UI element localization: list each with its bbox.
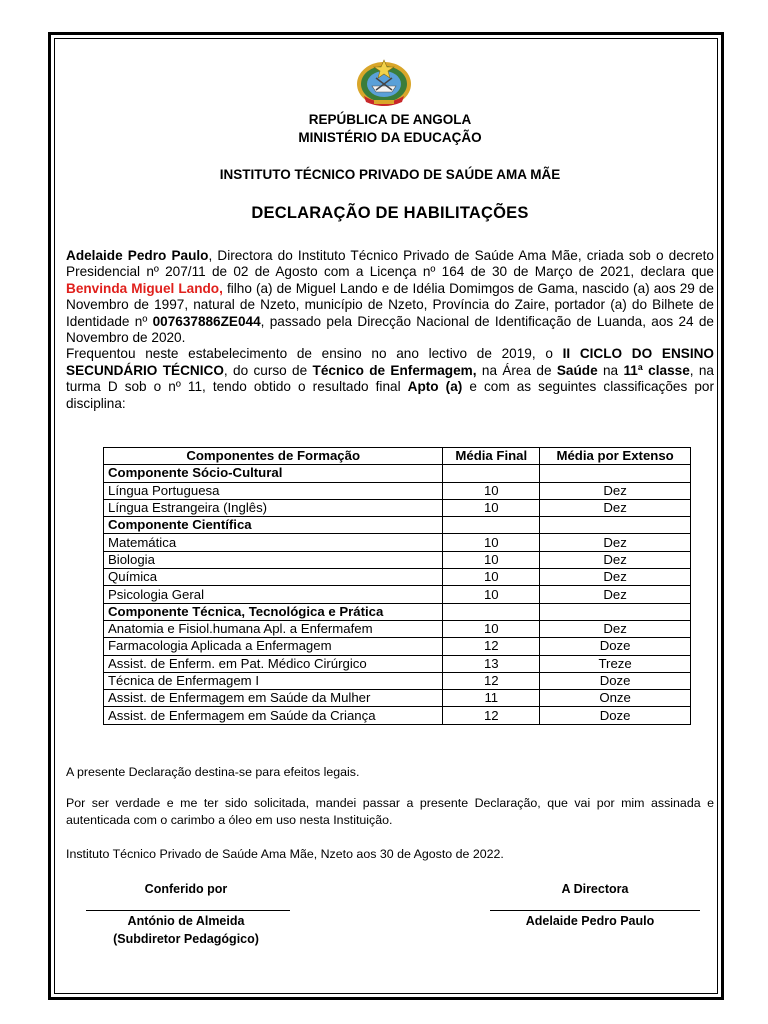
table-row bbox=[104, 499, 691, 516]
group-name: Componente Sócio-Cultural bbox=[104, 465, 443, 482]
right-signature-line bbox=[490, 910, 700, 911]
director-name: Adelaide Pedro Paulo bbox=[66, 248, 209, 263]
subject-cell: Psicologia Geral bbox=[104, 586, 443, 603]
score-cell: 12 bbox=[443, 672, 540, 689]
group-name: Componente Técnica, Tecnológica e Prática bbox=[104, 603, 443, 620]
declaration-text: , Directora do Instituto Técnico Privado de Saúde Ama Mãe, criada sob o decreto Presidencial nº 207/11 de 02 de Agosto com a Licença nº 164 de 30 de Março de 2021, declara que bbox=[66, 248, 714, 280]
score-cell: 10 bbox=[443, 586, 540, 603]
score-words-cell: Dez bbox=[540, 586, 691, 603]
group-row bbox=[104, 465, 691, 482]
group-name: Componente Científica bbox=[104, 517, 443, 534]
angola-coat-of-arms-icon bbox=[354, 56, 414, 108]
declaration-text: filho (a) de Miguel Lando e de Idélia Domimgos de Gama, nascido (a) aos 29 de Novembro de 1997, natural de Nzeto, município de Nzeto, Província do Zaire, portador (a) do Bilhete de Identidade nº bbox=[66, 280, 714, 329]
page-title: DECLARAÇÃO DE HABILITAÇÕES bbox=[251, 204, 529, 222]
score-cell: 10 bbox=[443, 551, 540, 568]
table-row bbox=[104, 638, 691, 655]
score-words-cell: Doze bbox=[540, 672, 691, 689]
enrollment-text: , na turma D sob o nº 11, tendo obtido o resultado final bbox=[66, 362, 714, 395]
score-words-cell: Dez bbox=[540, 482, 691, 499]
score-words-cell: Dez bbox=[540, 534, 691, 551]
course: Técnico de Enfermagem, bbox=[312, 362, 477, 378]
score-words-cell: Dez bbox=[540, 569, 691, 586]
table-row bbox=[104, 569, 691, 586]
right-signature-label: A Directora bbox=[561, 882, 629, 896]
subject-cell: Química bbox=[104, 569, 443, 586]
subject-cell: Matemática bbox=[104, 534, 443, 551]
cycle: II CICLO DO ENSINO SECUNDÁRIO TÉCNICO bbox=[66, 346, 714, 378]
country-heading: REPÚBLICA DE ANGOLA bbox=[308, 112, 472, 127]
subject-cell: Biologia bbox=[104, 551, 443, 568]
score-words-cell: Dez bbox=[540, 551, 691, 568]
score-cell: 10 bbox=[443, 499, 540, 516]
enrollment-text: na Área de bbox=[476, 362, 557, 378]
subject-cell: Assist. de Enfermagem em Saúde da Mulher bbox=[104, 690, 443, 707]
left-signature-line bbox=[86, 910, 290, 911]
score-words-cell: Onze bbox=[540, 690, 691, 707]
truth-statement: Por ser verdade e me ter sido solicitada, mandei passar a presente Declaração, que vai por mim assinada e autenticada com o carimbo a óleo em uso nesta Instituição. bbox=[66, 796, 714, 827]
declaration-text: , passado pela Direcção Nacional de Identificação de Luanda, aos 24 de Novembro de 2020. bbox=[66, 313, 714, 346]
score-cell: 12 bbox=[443, 638, 540, 655]
column-header: Média Final bbox=[443, 448, 540, 465]
score-words-cell: Dez bbox=[540, 499, 691, 516]
final-result: Apto (a) bbox=[407, 379, 463, 395]
enrollment-text: , do curso de bbox=[223, 362, 313, 378]
subject-cell: Anatomia e Fisiol.humana Apl. a Enfermafem bbox=[104, 620, 443, 637]
enrollment-text: Frequentou neste estabelecimento de ensino no ano lectivo de 2019, o bbox=[66, 346, 563, 362]
score-words-cell: Treze bbox=[540, 655, 691, 672]
subject-cell: Assist. de Enferm. em Pat. Médico Cirúrgico bbox=[104, 655, 443, 672]
column-header: Componentes de Formação bbox=[104, 448, 443, 465]
subject-cell: Língua Estrangeira (Inglês) bbox=[104, 499, 443, 516]
ministry-heading: MINISTÉRIO DA EDUCAÇÃO bbox=[298, 130, 482, 145]
institute-heading: INSTITUTO TÉCNICO PRIVADO DE SAÚDE AMA MÃE bbox=[219, 167, 561, 182]
table-row bbox=[104, 586, 691, 603]
right-signatory-name: Adelaide Pedro Paulo bbox=[525, 914, 655, 928]
subject-cell: Língua Portuguesa bbox=[104, 482, 443, 499]
enrollment-text: e com as seguintes classificações por disciplina: bbox=[66, 379, 714, 411]
purpose-statement: A presente Declaração destina-se para efeitos legais. bbox=[66, 765, 360, 779]
score-words-cell: Dez bbox=[540, 620, 691, 637]
table-row bbox=[104, 482, 691, 499]
group-row bbox=[104, 517, 691, 534]
subject-cell: Técnica de Enfermagem I bbox=[104, 672, 443, 689]
table-row bbox=[104, 620, 691, 637]
student-name: Benvinda Miguel Lando, bbox=[66, 280, 223, 296]
left-signatory-name: António de Almeida bbox=[127, 914, 245, 928]
score-cell: 10 bbox=[443, 482, 540, 499]
table-row bbox=[104, 707, 691, 724]
table-row bbox=[104, 690, 691, 707]
score-cell: 11 bbox=[443, 690, 540, 707]
score-cell: 12 bbox=[443, 707, 540, 724]
table-row bbox=[104, 534, 691, 551]
left-signatory-role: (Subdiretor Pedagógico) bbox=[113, 932, 259, 946]
id-number: 007637886ZE044 bbox=[152, 313, 261, 329]
declaration-paragraph bbox=[66, 248, 714, 412]
score-cell: 10 bbox=[443, 534, 540, 551]
place-date: Instituto Técnico Privado de Saúde Ama Mãe, Nzeto aos 30 de Agosto de 2022. bbox=[66, 847, 504, 861]
table-row bbox=[104, 672, 691, 689]
score-cell: 10 bbox=[443, 569, 540, 586]
score-cell: 10 bbox=[443, 620, 540, 637]
area: Saúde bbox=[556, 362, 598, 378]
subject-cell: Assist. de Enfermagem em Saúde da Criança bbox=[104, 707, 443, 724]
table-header-row bbox=[104, 448, 691, 465]
score-words-cell: Doze bbox=[540, 638, 691, 655]
enrollment-text: na bbox=[597, 362, 624, 378]
column-header: Média por Extenso bbox=[540, 448, 691, 465]
table-row bbox=[104, 655, 691, 672]
left-signature-label: Conferido por bbox=[144, 882, 228, 896]
class-level: 11ª classe bbox=[623, 362, 690, 378]
score-words-cell: Doze bbox=[540, 707, 691, 724]
grades-table bbox=[103, 447, 691, 725]
table-row bbox=[104, 551, 691, 568]
group-row bbox=[104, 603, 691, 620]
subject-cell: Farmacologia Aplicada a Enfermagem bbox=[104, 638, 443, 655]
score-cell: 13 bbox=[443, 655, 540, 672]
